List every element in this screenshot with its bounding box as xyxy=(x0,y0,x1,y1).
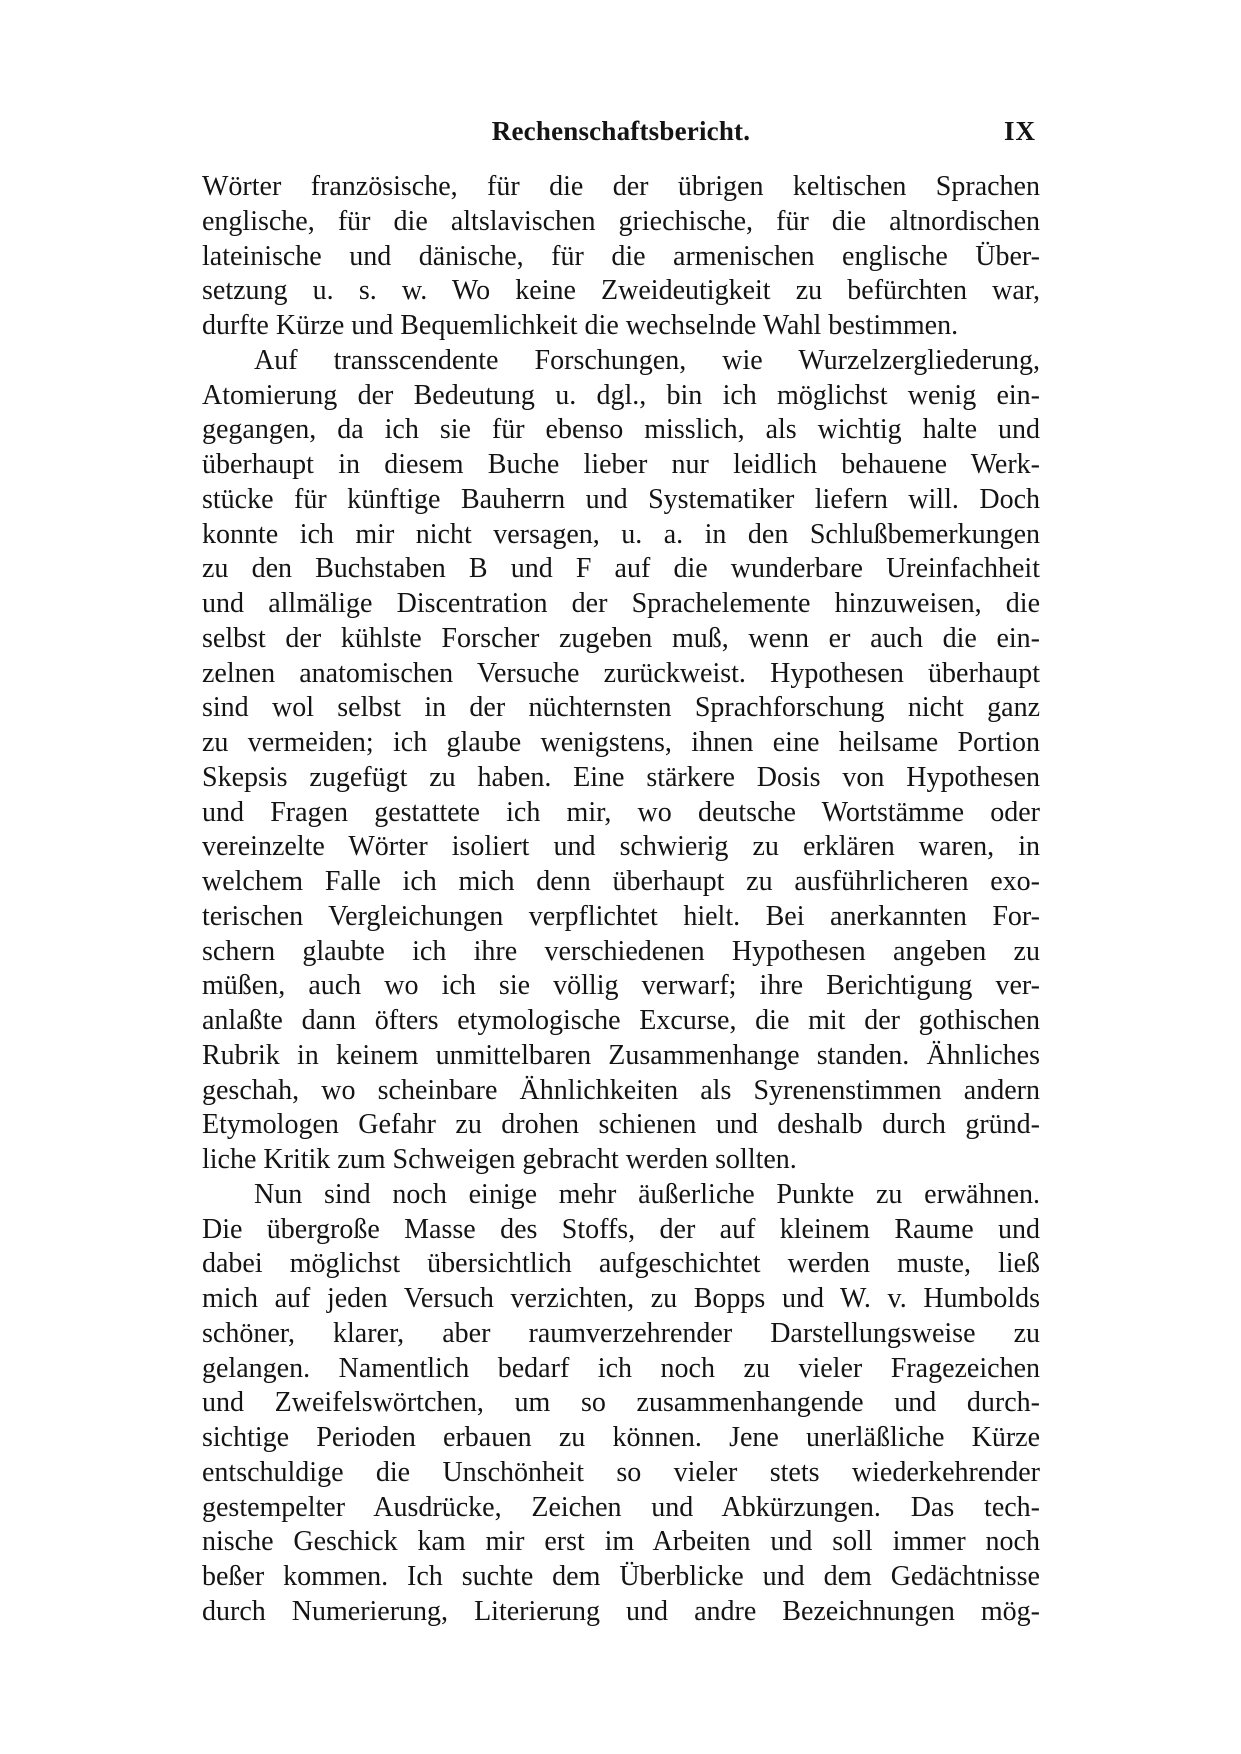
text-line: anlaßte dann öfters etymologische Excurse, die mit der gothischen xyxy=(202,1005,1040,1036)
text-line: lateinische und dänische, für die armenischen englische Über- xyxy=(202,240,1040,272)
text-line: zelnen anatomischen Versuche zurückweist. Hypothesen überhaupt xyxy=(202,657,1040,689)
text-line: dabei möglichst übersichtlich aufgeschichtet werden muste, ließ xyxy=(202,1248,1040,1280)
page-number: IX xyxy=(1003,116,1036,146)
text-line: und Fragen gestattete ich mir, wo deutsche Wortstämme oder xyxy=(202,796,1040,828)
text-line: durch Numerierung, Literierung und andre Bezeichnungen mög- xyxy=(202,1595,1040,1627)
text-line: schöner, klarer, aber raumverzehrender Darstellungsweise zu xyxy=(202,1317,1040,1349)
text-line: Wörter französische, für die der übrigen keltischen Sprachen xyxy=(202,171,1040,202)
text-line: schern glaubte ich ihre verschiedenen Hypothesen angeben zu xyxy=(202,935,1040,967)
text-line: zu den Buchstaben B und F auf die wunderbare Ureinfachheit xyxy=(202,553,1040,585)
text-line: nische Geschick kam mir erst im Arbeiten und soll immer noch xyxy=(202,1526,1040,1558)
text-line: entschuldige die Unschönheit so vieler stets wiederkehrender xyxy=(202,1456,1040,1488)
text-line: Etymologen Gefahr zu drohen schienen und deshalb durch gründ- xyxy=(202,1109,1040,1141)
text-line: durfte Kürze und Bequemlichkeit die wechselnde Wahl bestimmen. xyxy=(202,310,959,341)
body-text xyxy=(202,170,1040,1630)
running-head xyxy=(202,116,1040,156)
text-line: geschah, wo scheinbare Ähnlichkeiten als Syrenenstimmen andern xyxy=(202,1074,1040,1106)
page-header-title: Rechenschaftsbericht. xyxy=(491,116,751,146)
text-line: selbst der kühlste Forscher zugeben muß, wenn er auch die ein- xyxy=(202,622,1040,654)
text-line: müßen, auch wo ich sie völlig verwarf; ihre Berichtigung ver- xyxy=(202,970,1040,1002)
text-line: gestempelter Ausdrücke, Zeichen und Abkürzungen. Das tech- xyxy=(202,1491,1040,1523)
text-line: Rubrik in keinem unmittelbaren Zusammenhange standen. Ähnliches xyxy=(202,1039,1040,1071)
text-line: terischen Vergleichungen verpflichtet hielt. Bei anerkannten For- xyxy=(202,900,1040,932)
text-line: Atomierung der Bedeutung u. dgl., bin ich möglichst wenig ein- xyxy=(202,379,1040,411)
text-line: beßer kommen. Ich suchte dem Überblicke und dem Gedächtnisse xyxy=(202,1561,1040,1592)
text-line: konnte ich mir nicht versagen, u. a. in den Schlußbemerkungen xyxy=(202,518,1040,550)
text-line: vereinzelte Wörter isoliert und schwierig zu erklären waren, in xyxy=(202,831,1040,863)
text-line: gegangen, da ich sie für ebenso misslich, als wichtig halte und xyxy=(202,414,1040,446)
text-line: gelangen. Namentlich bedarf ich noch zu vieler Fragezeichen xyxy=(202,1352,1040,1384)
text-line: Auf transscendente Forschungen, wie Wurzelzergliederung, xyxy=(254,344,1040,376)
text-line: zu vermeiden; ich glaube wenigstens, ihnen eine heilsame Portion xyxy=(202,727,1040,758)
text-line: welchem Falle ich mich denn überhaupt zu ausführlicheren exo- xyxy=(202,866,1040,897)
text-line: überhaupt in diesem Buche lieber nur leidlich behauene Werk- xyxy=(202,449,1040,480)
text-line: Die übergroße Masse des Stoffs, der auf kleinem Raume und xyxy=(202,1213,1040,1245)
text-line: sichtige Perioden erbauen zu können. Jene unerläßliche Kürze xyxy=(202,1422,1040,1453)
text-line: mich auf jeden Versuch verzichten, zu Bopps und W. v. Humbolds xyxy=(202,1283,1040,1314)
text-line: und allmälige Discentration der Sprachelemente hinzuweisen, die xyxy=(202,588,1040,619)
text-line: stücke für künftige Bauherrn und Systematiker liefern will. Doch xyxy=(202,483,1040,515)
text-line: englische, für die altslavischen griechische, für die altnordischen xyxy=(202,205,1040,237)
text-line: liche Kritik zum Schweigen gebracht werden sollten. xyxy=(202,1144,797,1175)
text-line: Nun sind noch einige mehr äußerliche Punkte zu erwähnen. xyxy=(254,1178,1040,1210)
text-line: und Zweifelswörtchen, um so zusammenhangende und durch- xyxy=(202,1387,1040,1419)
text-line: Skepsis zugefügt zu haben. Eine stärkere Dosis von Hypothesen xyxy=(202,761,1040,793)
text-line: setzung u. s. w. Wo keine Zweideutigkeit zu befürchten war, xyxy=(202,275,1040,307)
text-line: sind wol selbst in der nüchternsten Sprachforschung nicht ganz xyxy=(202,692,1040,724)
